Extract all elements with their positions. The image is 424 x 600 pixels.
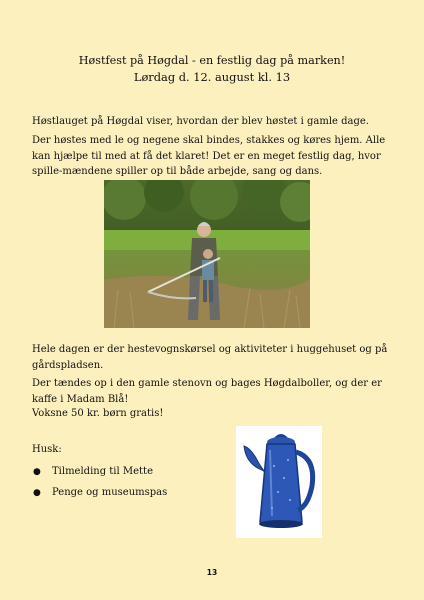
husk-list [32, 462, 167, 503]
bullet-icon: ● [33, 487, 41, 498]
intro-paragraph: Høstlauget på Høgdal viser, hvordan der blev høstet i gamle dage. [32, 116, 369, 127]
bakery-paragraph: Der tændes op i den gamle stenovn og bages Høgdalboller, og der er kaffe i Madam Blå! [32, 378, 382, 405]
event-heading [0, 52, 424, 86]
husk-label: Husk: [32, 444, 62, 455]
list-item: ● Penge og museumspas [32, 483, 167, 504]
price-paragraph: Voksne 50 kr. børn gratis! [32, 408, 164, 419]
event-title: Høstfest på Høgdal - en festlig dag på marken! [78, 54, 346, 67]
activities-paragraph: Hele dagen er der hestevognskørsel og aktiviteter i huggehuset og på gårdspladsen. [32, 344, 388, 371]
bullet-icon: ● [33, 467, 41, 477]
event-date: Lørdag d. 12. august kl. 13 [133, 70, 291, 84]
harvest-paragraph: Der høstes med le og negene skal bindes, stakkes og køres hjem. Alle kan hjælpe til med at få det klaret! Det er en meget festlig dag, hvor spille-mændene spiller op til både arbejde, sang og dans. [32, 135, 386, 177]
list-item: ● Tilmelding til Mette [32, 462, 167, 483]
page-number: 13 [206, 568, 218, 577]
harvest-photo [104, 180, 310, 328]
coffee-pot-image [236, 426, 322, 538]
